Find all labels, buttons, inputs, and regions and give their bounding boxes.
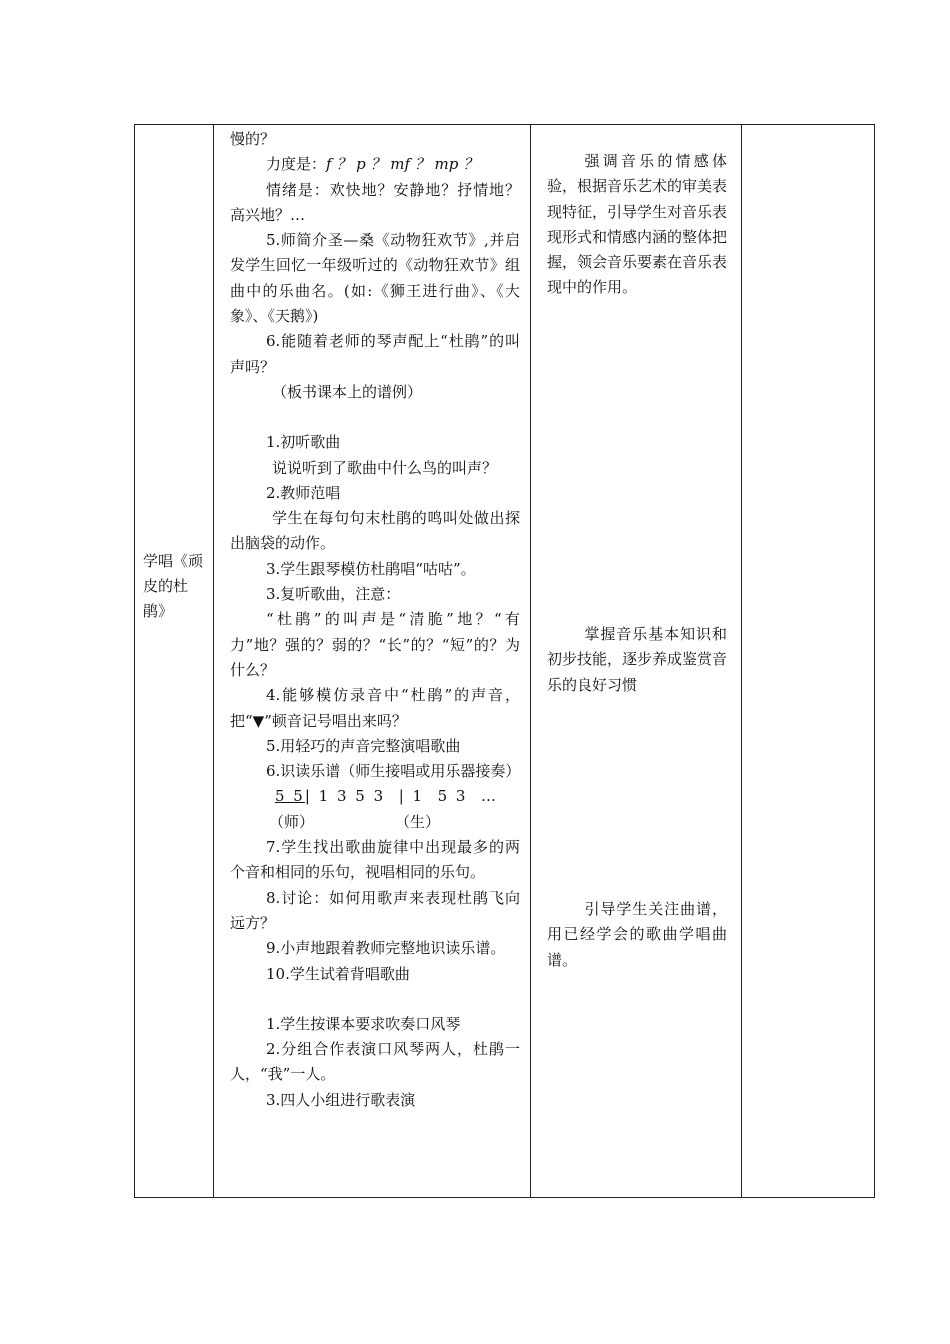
music-notation (230, 784, 520, 809)
notation-roles: （师） （生） (269, 812, 441, 831)
process-line: 情绪是：欢快地？安静地？抒情地？高兴地？… (230, 180, 520, 224)
dynamics-label: 力度是： (266, 155, 327, 174)
section-cell (135, 125, 214, 1198)
process-line: 10.学生试着背唱歌曲 (266, 964, 410, 983)
teaching-process-cell (214, 125, 531, 1198)
design-intent-text: 引导学生关注曲谱，用已经学会的歌曲学唱曲谱。 (547, 900, 727, 969)
notes-cell (742, 125, 875, 1198)
process-line: 1.学生按课本要求吹奏口风琴 (266, 1014, 461, 1033)
lesson-plan-table (134, 124, 875, 1198)
process-line: 3.四人小组进行歌表演 (266, 1090, 416, 1109)
process-line: “杜鹃”的叫声是“清脆”地？“有力”地？强的？弱的？“长”的？“短”的？为什么？ (230, 610, 520, 679)
process-line: 说说听到了歌曲中什么鸟的叫声？ (272, 458, 498, 477)
process-line: 1.初听歌曲 (266, 433, 341, 452)
process-line: 8.讨论：如何用歌声来表现杜鹃飞向远方？ (230, 888, 520, 932)
table-row (135, 125, 875, 1198)
design-intent-2 (547, 622, 727, 698)
process-line: 6.能随着老师的琴声配上“杜鹃”的叫声吗？ (230, 332, 520, 376)
notation-underlined: 5 5 (275, 787, 305, 806)
process-line: 9.小声地跟着教师完整地识读乐谱。 (266, 939, 506, 958)
process-line: 3.复听歌曲，注意： (266, 585, 401, 604)
process-line: 2.教师范唱 (266, 483, 341, 502)
design-intent-text: 掌握音乐基本知识和初步技能，逐步养成鉴赏音乐的良好习惯 (547, 625, 728, 694)
teaching-process (214, 125, 530, 1113)
design-intent-1 (547, 149, 727, 301)
design-intent-text: 强调音乐的情感体验，根据音乐艺术的审美表现特征，引导学生对音乐表现形式和情感内涵的整体把握，领会音乐要素在音乐表现中的作用。 (547, 152, 728, 297)
process-line: 4.能够模仿录音中“杜鹃”的声音，把“▼”顿音记号唱出来吗？ (230, 686, 520, 730)
notation-rest: | 1 3 5 3 | 1 5 3 … (304, 787, 498, 806)
dynamics-marks: f ？ p ？ mf ？ mp ？ (326, 155, 479, 174)
process-line: 3.学生跟琴模仿杜鹃唱“咕咕”。 (266, 559, 476, 578)
process-line: 7.学生找出歌曲旋律中出现最多的两个音和相同的乐句，视唱相同的乐句。 (230, 838, 520, 882)
process-line (230, 152, 520, 177)
process-line: 2.分组合作表演口风琴两人，杜鹃一人，“我”一人。 (230, 1040, 520, 1084)
process-line: 慢的？ (230, 130, 276, 148)
process-line: 5.师简介圣—桑《动物狂欢节》,并启发学生回忆一年级听过的《动物狂欢节》组曲中的乐曲名。(如:《狮王进行曲》、《大象》、《天鹅》) (230, 231, 520, 326)
process-line: 6.识读乐谱（师生接唱或用乐器接奏） (266, 762, 521, 781)
process-line: 学生在每句句末杜鹃的鸣叫处做出探出脑袋的动作。 (230, 509, 520, 553)
spacer (230, 987, 520, 1012)
section-label: 学唱《顽皮的杜鹃》 (143, 552, 204, 620)
process-line: 5.用轻巧的声音完整演唱歌曲 (266, 736, 461, 755)
design-intent-cell (531, 125, 742, 1198)
spacer (230, 405, 520, 430)
process-line: （板书课本上的谱例） (272, 382, 423, 401)
design-intent-3 (547, 897, 727, 973)
